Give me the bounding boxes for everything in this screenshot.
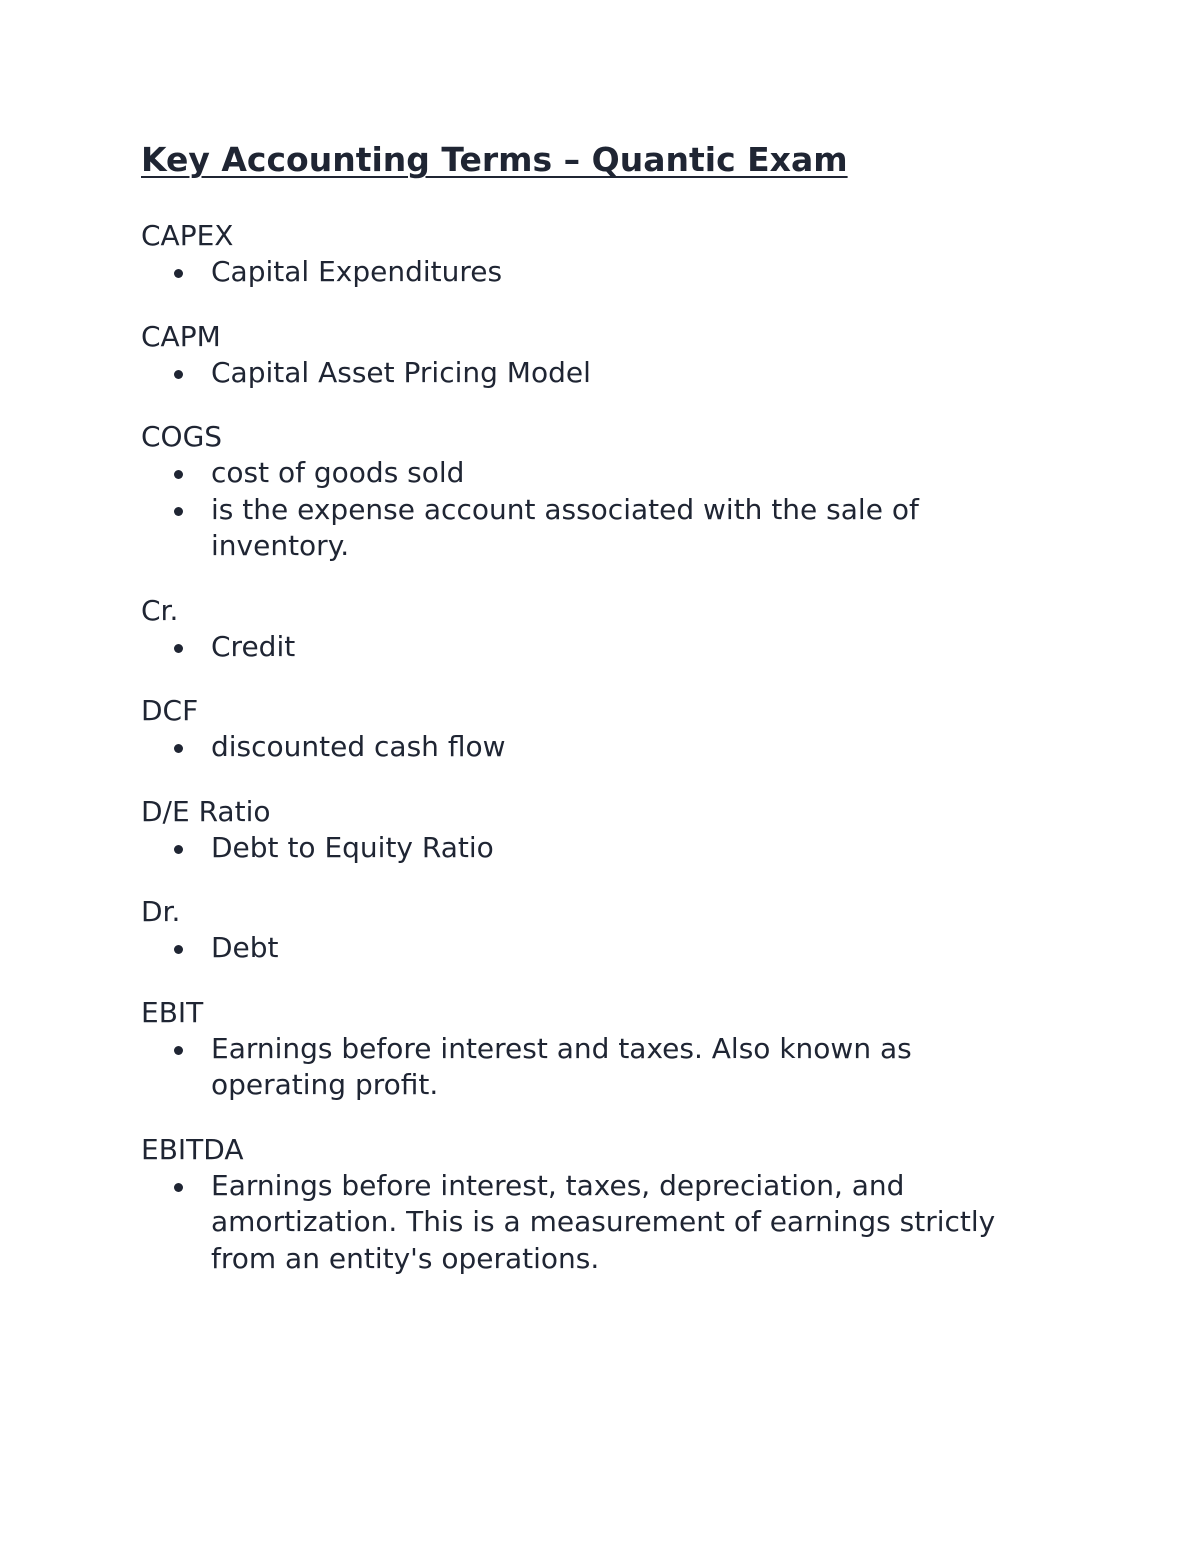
bullet-icon	[174, 744, 183, 753]
term-entry-ebit	[141, 995, 1041, 1104]
term-entry-capex	[141, 218, 1041, 291]
term-name: COGS	[141, 420, 223, 453]
term-name: D/E Ratio	[141, 794, 271, 828]
term-entry-ebitda	[141, 1132, 1041, 1278]
bullet-icon	[174, 1046, 183, 1055]
term-name: EBIT	[141, 995, 204, 1029]
bullet-icon	[174, 370, 183, 379]
definition-text: Capital Expenditures	[211, 255, 503, 288]
definition-list	[141, 1031, 1041, 1104]
term-entry-capm	[141, 319, 1041, 392]
definition-item	[211, 1031, 1031, 1104]
definition-text: Earnings before interest and taxes. Also known as operating profit.	[211, 1031, 912, 1101]
bullet-icon	[174, 945, 183, 954]
definition-item	[211, 455, 1031, 492]
bullet-icon	[174, 845, 183, 854]
definition-list	[141, 729, 1041, 766]
definition-item	[211, 1168, 1031, 1278]
term-entry-dr	[141, 894, 1041, 967]
bullet-icon	[174, 507, 183, 516]
term-name: DCF	[141, 694, 199, 727]
term-name: EBITDA	[141, 1132, 244, 1166]
bullet-icon	[174, 470, 183, 479]
definition-item	[211, 355, 1031, 392]
definition-item	[211, 930, 1031, 967]
definition-text: is the expense account associated with the sale of inventory.	[211, 492, 919, 562]
definition-text: cost of goods sold	[211, 456, 465, 489]
definition-item	[211, 254, 1031, 291]
definition-text: Debt to Equity Ratio	[211, 830, 494, 864]
definition-list	[141, 254, 1041, 291]
definition-text: Earnings before interest, taxes, depreciation, and amortization. This is a measurement of earnings strictly from an entity's operations.	[211, 1168, 996, 1275]
term-entry-cr	[141, 593, 1041, 666]
definition-text: Capital Asset Pricing Model	[211, 355, 591, 389]
bullet-icon	[174, 644, 183, 653]
definition-list	[141, 930, 1041, 967]
definition-item	[211, 729, 1031, 766]
term-name: Cr.	[141, 593, 179, 627]
definition-text: Debt	[211, 931, 279, 964]
definition-list	[141, 455, 1041, 565]
bullet-icon	[174, 269, 183, 278]
definition-item	[211, 629, 1031, 666]
definition-text: discounted cash flow	[211, 730, 506, 763]
bullet-icon	[174, 1183, 183, 1192]
term-list	[141, 218, 1041, 1305]
definition-list	[141, 1168, 1041, 1278]
term-name: CAPEX	[141, 219, 234, 252]
term-entry-de-ratio	[141, 794, 1041, 867]
document-title: Key Accounting Terms – Quantic Exam	[141, 140, 848, 179]
term-entry-cogs	[141, 419, 1041, 565]
definition-item	[211, 492, 1031, 565]
term-name: Dr.	[141, 895, 181, 928]
definition-list	[141, 629, 1041, 666]
definition-text: Credit	[211, 629, 296, 663]
definition-list	[141, 830, 1041, 867]
definition-item	[211, 830, 1031, 867]
definition-list	[141, 355, 1041, 392]
term-name: CAPM	[141, 319, 221, 353]
term-entry-dcf	[141, 693, 1041, 766]
